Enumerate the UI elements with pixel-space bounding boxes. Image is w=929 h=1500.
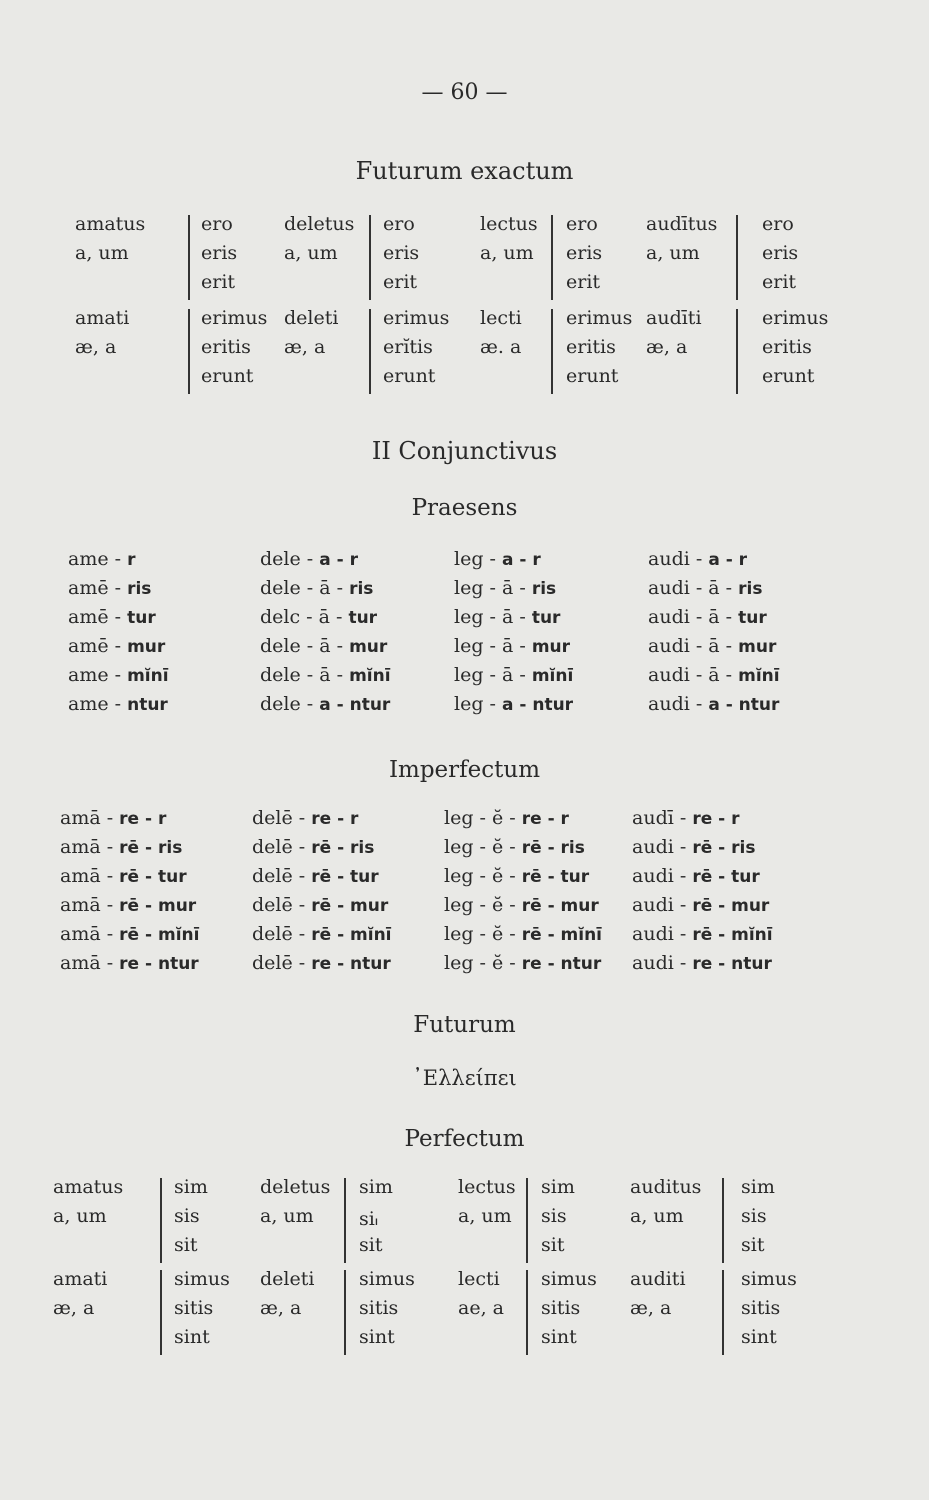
ending-word: sim [174, 1176, 208, 1198]
conjugation-form [632, 865, 760, 887]
ending-word: erimus [762, 307, 829, 329]
form-stem: delē - [252, 952, 312, 974]
conjugation-form [444, 807, 569, 829]
form-ending: re - r [692, 809, 740, 829]
form-stem: leg - ĕ - [444, 865, 522, 887]
ending-word: sit [359, 1234, 383, 1256]
conjugation-form [260, 664, 391, 686]
form-ending: rē - mur [692, 896, 770, 916]
ending-word: erit [762, 271, 797, 293]
conjugation-form [454, 606, 560, 628]
ending-word: sit [541, 1234, 565, 1256]
conjugation-form [632, 836, 755, 858]
conjugation-form [648, 664, 780, 686]
ending-word: sint [359, 1326, 395, 1348]
ending-word: simus [359, 1268, 415, 1290]
form-ending: re - r [119, 809, 167, 829]
form-stem: delē - [252, 865, 312, 887]
ending-word: sis [741, 1205, 767, 1227]
form-stem: delē - [252, 807, 312, 829]
stem-word: deleti [260, 1268, 315, 1290]
section-title-conjunctivus: II Conjunctivus [371, 437, 558, 465]
conjugation-row [0, 836, 929, 866]
form-stem: leg - ā - [454, 664, 532, 686]
conjugation-form [648, 577, 762, 599]
brace-line [188, 309, 190, 394]
form-stem: audi - [648, 693, 709, 715]
stem-word: æ, a [260, 1297, 302, 1319]
form-stem: amā - [60, 807, 120, 829]
stem-word: a, um [53, 1205, 107, 1227]
form-ending: rē - ris [311, 838, 375, 858]
conjugation-form [68, 606, 156, 628]
section-title-futurum-exactum: Futurum exactum [355, 157, 574, 185]
form-ending: mur [531, 637, 571, 657]
stem-word: lectus [458, 1176, 516, 1198]
brace-line [722, 1178, 724, 1263]
form-stem: amā - [60, 865, 120, 887]
conjugation-form [454, 664, 573, 686]
form-stem: leg - ĕ - [444, 836, 522, 858]
stem-word: æ, a [284, 336, 326, 358]
conjugation-form [252, 836, 374, 858]
form-ending: tur [531, 608, 561, 628]
conjugation-form [454, 693, 573, 715]
conjugation-form [260, 548, 358, 570]
conjugation-form [60, 923, 199, 945]
stem-word: amati [53, 1268, 108, 1290]
form-stem: dele - [260, 693, 320, 715]
stem-word: amati [75, 307, 130, 329]
stem-word: a, um [458, 1205, 512, 1227]
form-ending: rē - ris [692, 838, 756, 858]
conjugation-form [454, 635, 570, 657]
form-stem: audi - ā - [648, 664, 739, 686]
conjugation-form [68, 548, 135, 570]
form-stem: leg - [454, 693, 502, 715]
subsection-title-perfectum: Perfectum [404, 1126, 525, 1152]
form-stem: amē - [68, 577, 128, 599]
conjugation-form [68, 664, 169, 686]
brace-line [551, 309, 553, 394]
form-ending: rē - tur [692, 867, 760, 887]
ending-word: sit [174, 1234, 198, 1256]
stem-word: æ, a [646, 336, 688, 358]
subsection-title-futurum: Futurum [413, 1012, 516, 1038]
ending-word: ero [201, 213, 233, 235]
brace-line [188, 215, 190, 300]
ending-word: erimus [383, 307, 450, 329]
brace-line [736, 215, 738, 300]
conjugation-form [632, 952, 772, 974]
conjugation-form [260, 606, 377, 628]
form-stem: ame - [68, 664, 128, 686]
form-stem: leg - ĕ - [444, 894, 522, 916]
brace-line [160, 1178, 162, 1263]
conjugation-form [648, 693, 779, 715]
form-ending: rē - tur [521, 867, 590, 887]
ending-word: ero [566, 213, 598, 235]
form-ending: rē - mĭnī [692, 925, 773, 945]
form-ending: mur [738, 637, 777, 657]
conjugation-row [0, 664, 929, 694]
ending-word: eritis [201, 336, 251, 358]
form-ending: mur [349, 637, 388, 657]
stem-word: æ, a [630, 1297, 672, 1319]
form-stem: leg - ā - [454, 606, 532, 628]
form-ending: rē - mĭnī [521, 925, 603, 945]
conjugation-form [252, 952, 391, 974]
form-stem: dele - ā - [260, 577, 350, 599]
ending-word: sis [541, 1205, 567, 1227]
form-ending: ris [531, 579, 557, 599]
form-ending: ris [738, 579, 763, 599]
ending-word: sitis [174, 1297, 214, 1319]
ending-word: erunt [762, 365, 815, 387]
conjugation-form [60, 836, 182, 858]
stem-word: a, um [480, 242, 534, 264]
stem-word: æ, a [75, 336, 117, 358]
form-ending: rē - mur [119, 896, 197, 916]
ending-word: erit [201, 271, 236, 293]
form-ending: re - ntur [119, 954, 199, 974]
form-ending: rē - ris [119, 838, 183, 858]
form-ending: a - ntur [708, 695, 780, 715]
form-stem: amē - [68, 635, 128, 657]
conjugation-form [444, 894, 599, 916]
conjugation-form [444, 923, 602, 945]
form-stem: leg - [454, 548, 502, 570]
form-ending: mĭnī [127, 666, 169, 686]
form-stem: leg - ā - [454, 577, 532, 599]
form-stem: audi - [632, 952, 693, 974]
form-stem: audi - [632, 865, 693, 887]
form-ending: a - r [708, 550, 748, 570]
conjugation-row [0, 606, 929, 636]
ending-word: eris [762, 242, 799, 264]
brace-line [344, 1178, 346, 1263]
conjugation-form [252, 865, 379, 887]
stem-word: lectus [480, 213, 538, 235]
ending-word: eritis [762, 336, 812, 358]
stem-word: ae, a [458, 1297, 504, 1319]
form-stem: amā - [60, 894, 120, 916]
ending-word: sim [741, 1176, 775, 1198]
conjugation-form [632, 923, 773, 945]
form-ending: rē - mur [521, 896, 599, 916]
ending-word: erit [383, 271, 418, 293]
form-ending: mĭnī [349, 666, 391, 686]
conjugation-row [0, 577, 929, 607]
ending-word: simus [541, 1268, 597, 1290]
conjugation-form [252, 894, 388, 916]
futurum-note: ᾿Ελλείπει [412, 1066, 517, 1090]
conjugation-form [632, 894, 769, 916]
form-ending: mur [127, 637, 166, 657]
form-stem: delē - [252, 923, 312, 945]
conjugation-form [648, 606, 767, 628]
form-stem: amē - [68, 606, 128, 628]
ending-word: ero [383, 213, 415, 235]
conjugation-form [252, 923, 392, 945]
stem-word: æ, a [53, 1297, 95, 1319]
form-stem: amā - [60, 952, 120, 974]
ending-word: sim [359, 1176, 393, 1198]
form-stem: audi - ā - [648, 635, 739, 657]
form-stem: leg - ĕ - [444, 952, 522, 974]
ending-word: sitis [741, 1297, 781, 1319]
stem-word: deletus [260, 1176, 331, 1198]
form-stem: audi - ā - [648, 606, 739, 628]
conjugation-form [60, 894, 196, 916]
brace-line [344, 1270, 346, 1355]
conjugation-form [648, 548, 747, 570]
form-stem: audi - [632, 836, 693, 858]
stem-word: audīti [646, 307, 702, 329]
form-ending: re - r [311, 809, 359, 829]
stem-word: a, um [284, 242, 338, 264]
ending-word: erimus [566, 307, 633, 329]
conjugation-form [60, 807, 166, 829]
stem-word: a, um [75, 242, 129, 264]
form-ending: re - ntur [692, 954, 772, 974]
stem-word: amatus [75, 213, 146, 235]
form-stem: audī - [632, 807, 693, 829]
form-ending: tur [348, 608, 378, 628]
form-stem: audi - ā - [648, 577, 739, 599]
stem-word: deletus [284, 213, 355, 235]
subsection-title-imperfectum: Imperfectum [388, 757, 541, 783]
conjugation-row [0, 865, 929, 895]
stem-word: lecti [458, 1268, 500, 1290]
ending-word: erimus [201, 307, 268, 329]
form-ending: rē - ris [521, 838, 585, 858]
conjugation-form [68, 693, 168, 715]
stem-word: a, um [630, 1205, 684, 1227]
stem-word: a, um [260, 1205, 314, 1227]
form-ending: ris [127, 579, 152, 599]
ending-word: sint [174, 1326, 210, 1348]
stem-word: a, um [646, 242, 700, 264]
form-stem: leg - ĕ - [444, 807, 522, 829]
brace-line [526, 1270, 528, 1355]
ending-word: erunt [566, 365, 619, 387]
form-ending: rē - mĭnī [311, 925, 392, 945]
conjugation-form [260, 693, 390, 715]
conjugation-form [444, 865, 589, 887]
brace-line [526, 1178, 528, 1263]
form-ending: a - r [319, 550, 358, 570]
form-stem: amā - [60, 836, 120, 858]
stem-word: amatus [53, 1176, 124, 1198]
brace-line [160, 1270, 162, 1355]
form-stem: leg - ĕ - [444, 923, 522, 945]
form-ending: re - ntur [521, 954, 602, 974]
form-ending: ntur [127, 695, 168, 715]
conjugation-row [0, 635, 929, 665]
form-stem: dele - ā - [260, 664, 350, 686]
brace-line [369, 215, 371, 300]
ending-word: erunt [383, 365, 436, 387]
form-ending: tur [127, 608, 156, 628]
form-stem: ame - [68, 693, 128, 715]
subsection-title-praesens: Praesens [411, 495, 518, 521]
form-stem: delc - ā - [260, 606, 349, 628]
form-stem: dele - [260, 548, 320, 570]
ending-word: simus [741, 1268, 797, 1290]
form-ending: a - ntur [501, 695, 574, 715]
conjugation-row [0, 548, 929, 578]
ending-word: erit [566, 271, 601, 293]
conjugation-form [444, 952, 601, 974]
conjugation-form [252, 807, 358, 829]
ending-word: sit [741, 1234, 765, 1256]
stem-word: æ. a [480, 336, 522, 358]
stem-word: auditus [630, 1176, 702, 1198]
page-number: — 60 — [421, 80, 508, 105]
ending-word: sitis [541, 1297, 581, 1319]
form-stem: audi - [632, 894, 693, 916]
form-stem: ame - [68, 548, 128, 570]
form-ending: mĭnī [738, 666, 780, 686]
ending-word: sint [741, 1326, 777, 1348]
ending-word: sitis [359, 1297, 399, 1319]
form-ending: mĭnī [531, 666, 574, 686]
conjugation-form [260, 635, 387, 657]
form-ending: rē - mur [311, 896, 389, 916]
conjugation-form [260, 577, 373, 599]
form-ending: rē - mĭnī [119, 925, 200, 945]
ending-word: sim [541, 1176, 575, 1198]
conjugation-form [632, 807, 740, 829]
ending-word: sis [174, 1205, 200, 1227]
brace-line [369, 309, 371, 394]
ending-word: eris [201, 242, 238, 264]
conjugation-form [444, 836, 585, 858]
brace-line [736, 309, 738, 394]
ending-word: eris [383, 242, 420, 264]
conjugation-form [60, 865, 187, 887]
conjugation-form [68, 577, 151, 599]
form-ending: rē - tur [311, 867, 379, 887]
form-ending: re - r [521, 809, 569, 829]
stem-word: lecti [480, 307, 522, 329]
stem-word: auditi [630, 1268, 686, 1290]
ending-word: erĭtis [383, 336, 433, 358]
form-stem: audi - [632, 923, 693, 945]
conjugation-form [454, 548, 541, 570]
ending-word: erunt [201, 365, 254, 387]
form-ending: rē - tur [119, 867, 187, 887]
conjugation-form [454, 577, 556, 599]
form-stem: leg - ā - [454, 635, 532, 657]
stem-word: deleti [284, 307, 339, 329]
form-stem: amā - [60, 923, 120, 945]
ending-word: simus [174, 1268, 230, 1290]
conjugation-row [0, 923, 929, 953]
ending-word: sint [541, 1326, 577, 1348]
ending-word: si៲ [359, 1208, 378, 1230]
conjugation-row [0, 693, 929, 723]
conjugation-row [0, 952, 929, 982]
conjugation-row [0, 894, 929, 924]
brace-line [551, 215, 553, 300]
form-stem: delē - [252, 836, 312, 858]
form-stem: audi - [648, 548, 709, 570]
ending-word: eritis [566, 336, 616, 358]
form-ending: r [127, 550, 136, 570]
conjugation-form [68, 635, 165, 657]
form-ending: re - ntur [311, 954, 391, 974]
stem-word: audītus [646, 213, 718, 235]
form-ending: ris [349, 579, 374, 599]
conjugation-row [0, 807, 929, 837]
form-stem: dele - ā - [260, 635, 350, 657]
conjugation-form [648, 635, 776, 657]
form-ending: tur [738, 608, 767, 628]
form-ending: a - ntur [319, 695, 391, 715]
brace-line [722, 1270, 724, 1355]
form-stem: delē - [252, 894, 312, 916]
conjugation-form [60, 952, 199, 974]
form-ending: a - r [501, 550, 541, 570]
ending-word: ero [762, 213, 794, 235]
ending-word: eris [566, 242, 603, 264]
